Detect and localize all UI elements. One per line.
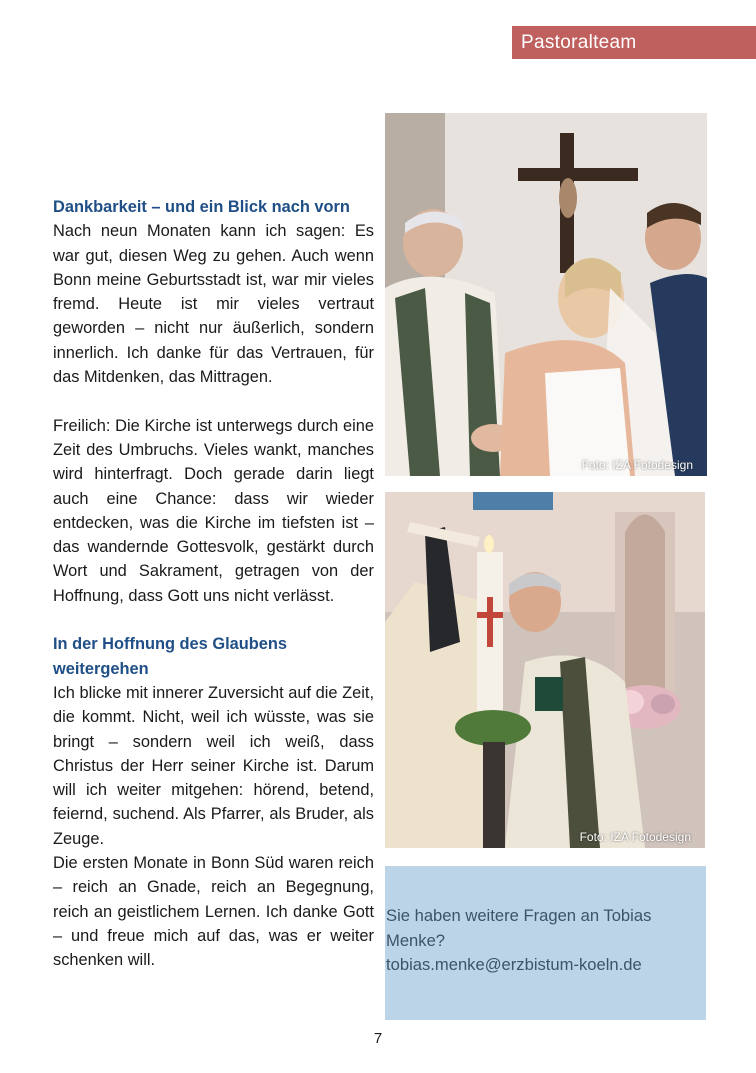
contact-question: Sie haben weitere Fragen an Tobias Menke? — [386, 906, 652, 950]
contact-box — [385, 866, 706, 1020]
paragraph-3: Ich blicke mit innerer Zuversicht auf die Zeit, die kommt. Nicht, weil ich wüsste, was sie bringt – sondern weil ich weiß, dass Christus der Herr seiner Kirche ist. Darum will ich weiter mitgehen: hörend, betend, feiernd, suchend. Als Pfarrer, als Bruder, als Zeuge. — [53, 683, 374, 848]
heading-hoffnung: In der Hoffnung des Glaubens weitergehen — [53, 635, 288, 678]
wedding-photo — [385, 113, 707, 476]
photo-credit: Foto: IZA Fotodesign — [581, 458, 693, 472]
paragraph-4: Die ersten Monate in Bonn Süd waren reich – reich an Gnade, reich an Begegnung, reich an geistlichem Lernen. Ich danke Gott – und freue mich auf das, was er weiter schenken will. — [53, 854, 374, 970]
heading-dankbarkeit: Dankbarkeit – und ein Blick nach vorn — [53, 198, 350, 216]
contact-email[interactable]: tobias.menke@erzbistum-koeln.de — [386, 955, 642, 974]
easter-candle-photo — [385, 492, 705, 848]
paragraph-2: Freilich: Die Kirche ist unterwegs durch eine Zeit des Umbruchs. Vieles wankt, manches wird hinterfragt. Doch gerade darin liegt auch eine Chance: dass wir wieder entdecken, was die Kirche im tiefsten ist – das wandernde Gottesvolk, gestärkt durch Wort und Sakrament, getragen von der Hoffnung, dass Gott uns nicht verlässt. — [53, 416, 374, 605]
photo-credit: Foto: IZA Fotodesign — [579, 830, 691, 844]
article-text-column — [53, 195, 374, 973]
page-number: 7 — [373, 1030, 383, 1047]
section-header-tab: Pastoralteam — [512, 26, 756, 59]
paragraph-1: Nach neun Monaten kann ich sagen: Es war gut, diesen Weg zu gehen. Auch wenn Bonn meine Geburtsstadt ist, war mir vieles fremd. Heute ist mir vieles vertraut geworden – nicht nur äußerlich, sondern innerlich. Ich danke für das Vertrauen, für das Mitdenken, das Mittragen. — [53, 222, 374, 387]
